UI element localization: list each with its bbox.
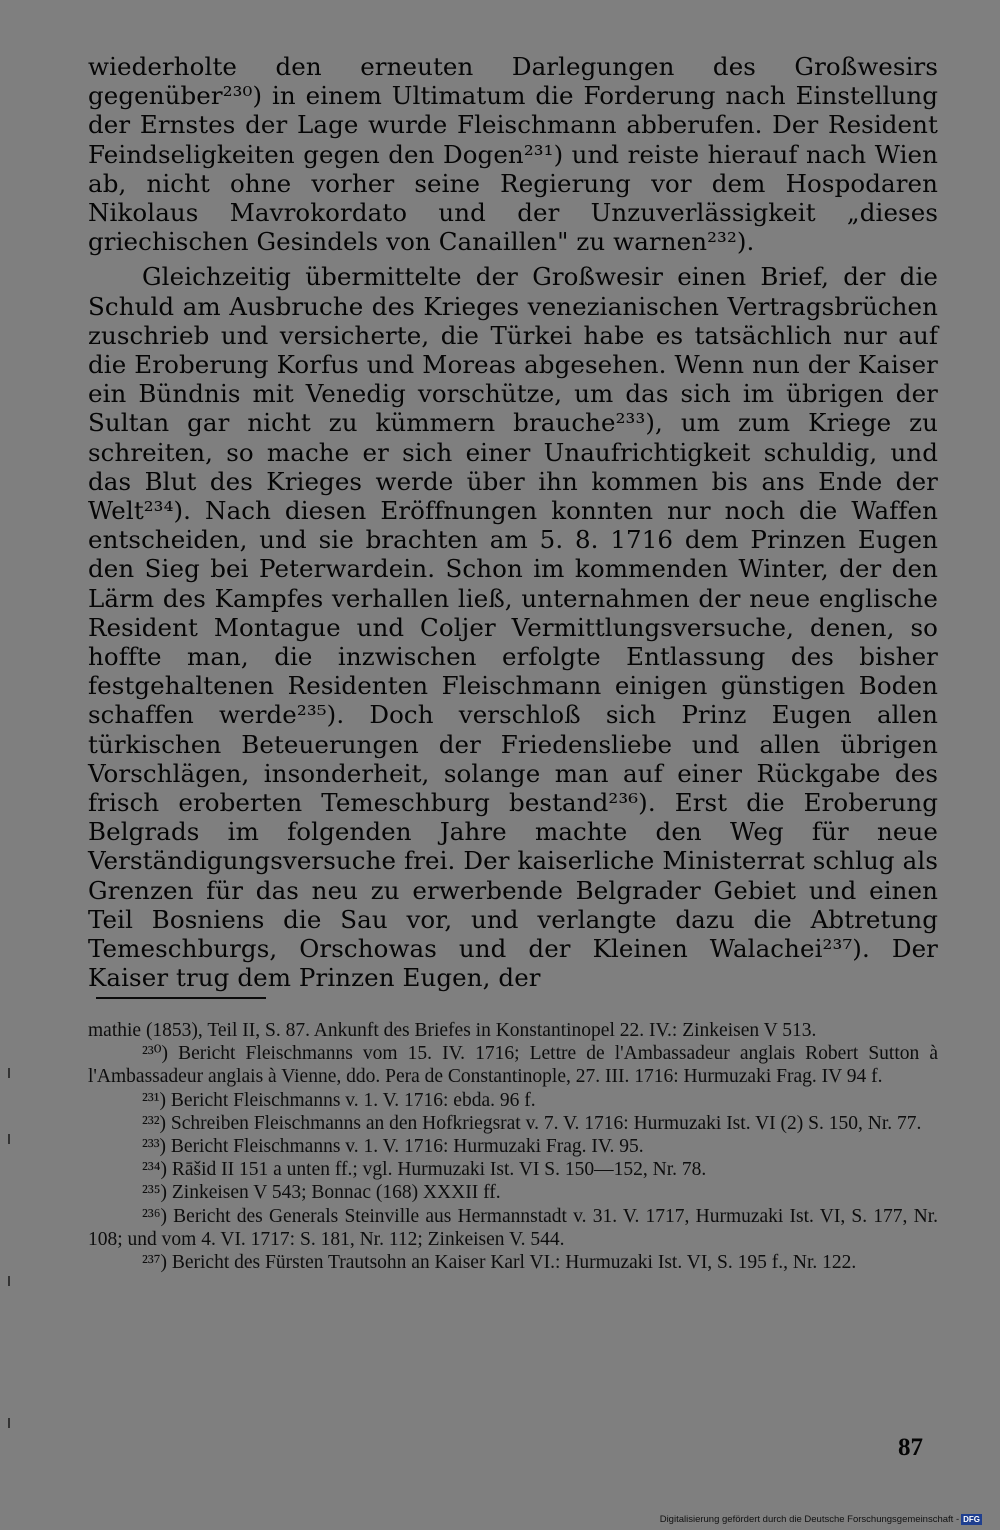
footnote-230: ²³⁰) Bericht Fleischmanns vom 15. IV. 1716; Lettre de l'Ambassadeur anglais Robert Sutton à l'Ambassadeur anglais à Vienne, ddo. Pera de Constantinople, 27. III. 1716: Hurmuzaki Frag. IV 94 f. xyxy=(88,1043,938,1088)
scan-margin-mark xyxy=(8,1134,10,1144)
dfg-logo: DFG xyxy=(963,1515,980,1524)
footnote-237: ²³⁷) Bericht des Fürsten Trautsohn an Kaiser Karl VI.: Hurmuzaki Ist. VI, S. 195 f., Nr. 122. xyxy=(142,1252,857,1274)
funding-text: Digitalisierung gefördert durch die Deutsche Forschungsgemeinschaft - xyxy=(659,1514,960,1525)
footnotes xyxy=(88,1019,938,1274)
scan-margin-mark xyxy=(8,1418,10,1428)
footnote-separator xyxy=(96,997,266,999)
funding-note xyxy=(660,1514,982,1525)
footnote-235: ²³⁵) Zinkeisen V 543; Bonnac (168) XXXII ff. xyxy=(142,1182,501,1204)
footnote-232: ²³²) Schreiben Fleischmanns an den Hofkriegsrat v. 7. V. 1716: Hurmuzaki Ist. VI (2) S. 150, Nr. 77. xyxy=(142,1112,922,1134)
footnote-234: ²³⁴) Rāšid II 151 a unten ff.; vgl. Hurmuzaki Ist. VI S. 150—152, Nr. 78. xyxy=(142,1159,707,1181)
scan-margin-mark xyxy=(8,1068,10,1078)
scan-margin-mark xyxy=(8,1276,10,1286)
page-number: 87 xyxy=(898,1434,923,1461)
footnote-continuation: mathie (1853), Teil II, S. 87. Ankunft des Briefes in Konstantinopel 22. IV.: Zinkeisen V 513. xyxy=(88,1020,817,1041)
paragraph-2: Gleichzeitig übermittelte der Großwesir einen Brief, der die Schuld am Ausbruche des Krieges venezianischen Vertragsbrüchen zuschrieb und versicherte, die Türkei habe es tatsächlich nur auf die Eroberung Korfus und Moreas abgesehen. Wenn nun der Kaiser ein Bündnis mit Venedig vorschütze, um das sich im übrigen der Sultan gar nicht zu kümmern brauche²³³), um zum Kriege zu schreiten, so mache er sich einer Unaufrichtigkeit schuldig, und das Blut des Krieges werde über ihn kommen bis ans Ende der Welt²³⁴). Nach diesen Eröffnungen konnten nur noch die Waffen entscheiden, und sie brachten am 5. 8. 1716 dem Prinzen Eugen den Sieg bei Peterwardein. Schon im kommenden Winter, der den Lärm des Kampfes verhallen ließ, unternahmen der neue englische Resident Montague und Coljer Vermittlungsversuche, denen, so hoffte man, die inzwischen erfolgte Entlassung des bisher festgehaltenen Residenten Fleischmann einigen günstigen Boden schaffen werde²³⁵). Doch verschloß sich Prinz Eugen allen türkischen Beteuerungen der Friedensliebe und allen übrigen Vorschlägen, insonderheit, solange man auf einer Rückgabe des frisch eroberten Temeschburg bestand²³⁶). Erst die Eroberung Belgrads im folgenden Jahre machte den Weg für neue Verständigungsversuche frei. Der kaiserliche Ministerrat schlug als Grenzen für das neu zu erwerbende Belgrader Gebiet und einen Teil Bosniens die Sau vor, und verlangte dazu die Abtretung Temeschburgs, Orschowas und der Kleinen Walachei²³⁷). Der Kaiser trug dem Prinzen Eugen, der xyxy=(88,262,938,993)
footnote-236: ²³⁶) Bericht des Generals Steinville aus Hermannstadt v. 31. V. 1717, Hurmuzaki Ist. VI, S. 177, Nr. 108; und vom 4. VI. 1717: S. 181, Nr. 112; Zinkeisen V. 544. xyxy=(88,1205,938,1250)
paragraph-1: wiederholte den erneuten Darlegungen des Großwesirs gegenüber²³⁰) in einem Ultimatum die Forderung nach Einstellung der Ernstes der Lage wurde Fleischmann abberufen. Der Resident Feindseligkeiten gegen den Dogen²³¹) und reiste hierauf nach Wien ab, nicht ohne vorher seine Regierung vor dem Hospodaren Nikolaus Mavrokordato und der Unzuverlässigkeit „dieses griechischen Gesindels von Canaillen" zu warnen²³²). xyxy=(88,52,938,257)
main-text xyxy=(88,52,938,993)
footnote-233: ²³³) Bericht Fleischmanns v. 1. V. 1716: Hurmuzaki Frag. IV. 95. xyxy=(142,1136,644,1158)
footnote-231: ²³¹) Bericht Fleischmanns v. 1. V. 1716: ebda. 96 f. xyxy=(142,1089,536,1111)
